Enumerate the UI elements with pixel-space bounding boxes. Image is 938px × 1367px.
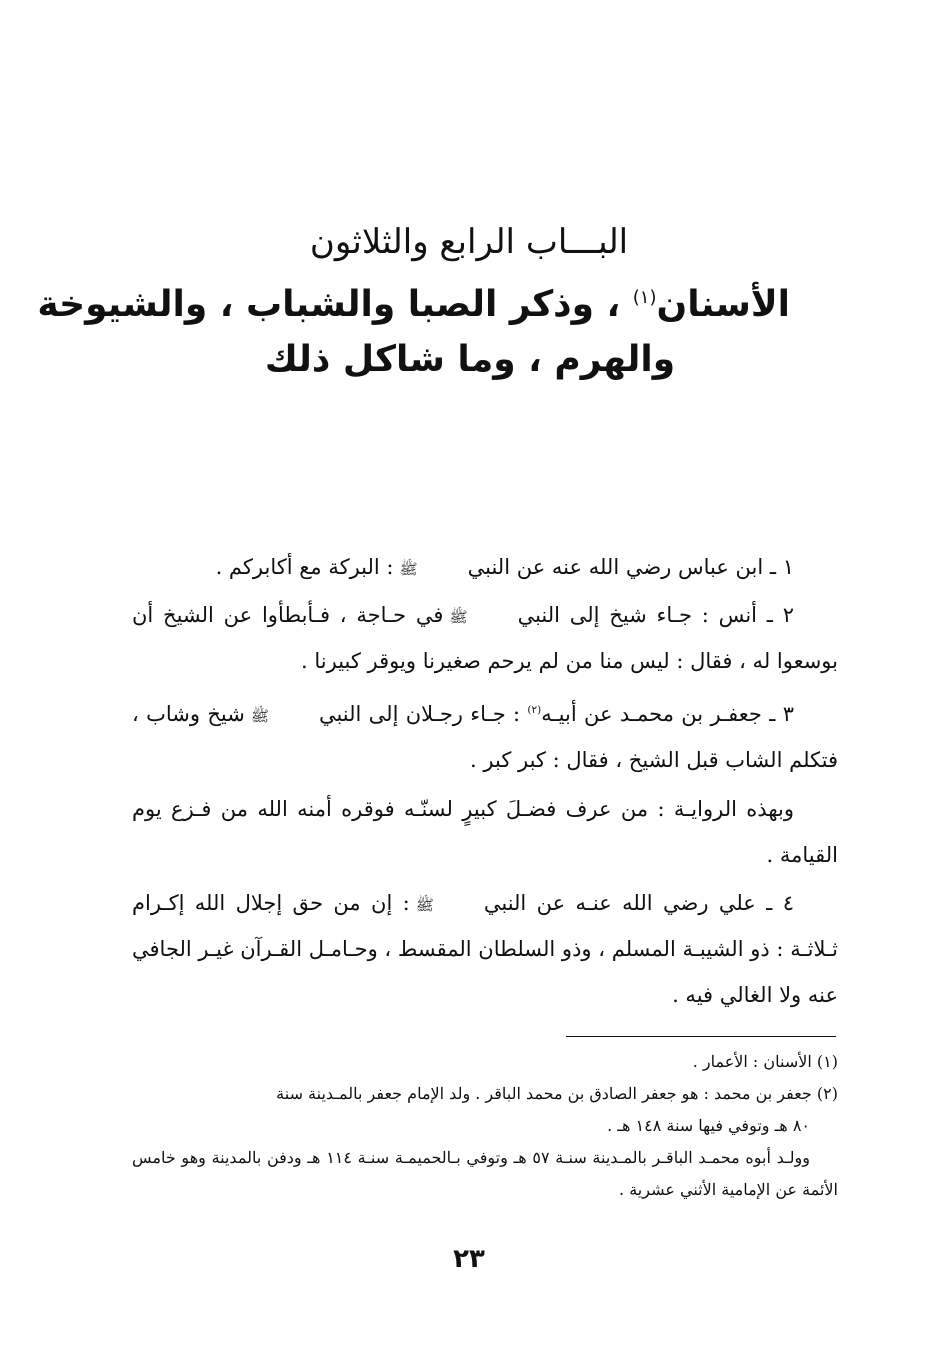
chapter-title: البـــاب الرابع والثلاثون [309, 222, 629, 262]
footnote-1: (١) الأسنان : الأعمار . [692, 1052, 838, 1071]
chapter-heading-line-2: والهرم ، وما شاكل ذلك [264, 339, 676, 380]
page-number: ٢٣ [453, 1244, 485, 1274]
hadith-1 [132, 544, 838, 590]
chapter-heading-line-1 [37, 284, 790, 325]
salawat-glyph-icon: ﷺ [449, 608, 468, 626]
hadith-3 [132, 687, 838, 783]
heading-word: الأسنان [656, 284, 790, 325]
salawat-glyph-icon: ﷺ [415, 896, 434, 914]
footnotes [132, 1046, 838, 1206]
footnote-2: (٢) جعفر بن محمد : هو جعفر الصادق بن محمد الباقر . ولد الإمام جعفر بالمـدينة سنة [276, 1084, 838, 1103]
salawat-glyph-icon: ﷺ [250, 707, 269, 725]
hadith-1-text: : البركة مع أكابركم . [215, 555, 394, 579]
heading-rest: ، وذكر الصبا والشباب ، والشيوخة [37, 284, 633, 325]
hadith-4-text: : إن من حق إجلال الله إكـرام ثـلاثـة : ذو الشيبـة المسلم ، وذو السلطان المقسط ، وحـامـل القـرآن غيـر الجافي عنه ولا الغالي فيه . [132, 891, 838, 1007]
hadith-3-narrator: ٣ ـ جعفـر بن محمـد عن أبيـه [541, 702, 794, 726]
hadith-2 [132, 592, 838, 684]
hadith-4 [132, 880, 838, 1018]
hadith-3-variant: وبهذه الروايـة : من عرف فضـلَ كبيرٍ لسنّـه فوقره أمنه الله من فـزع يوم القيامة . [132, 797, 838, 867]
footnote-ref-1: (١) [632, 287, 657, 308]
footnote-2-paragraph: وولـد أبوه محمـد الباقـر بالمـدينة سنـة ٥٧ هـ وتوفي بـالحميمـة سنـة ١١٤ هـ ودفن بالمدينة وهو خامس الأئمة عن الإمامية الأثني عشرية . [132, 1148, 838, 1199]
hadith-4-narrator: ٤ ـ علي رضي الله عنـه عن النبي [483, 891, 794, 915]
hadith-3-text-b: شيخ وشاب ، فتكلم الشاب قبل الشيخ ، فقال : كبر كبر . [132, 702, 838, 772]
hadith-2-narrator: ٢ ـ أنس : جـاء شيخ إلى النبي [517, 603, 795, 627]
footnote-ref-2: (٢) [527, 704, 542, 716]
footnote-divider [566, 1036, 836, 1037]
hadith-1-narrator: ١ ـ ابن عباس رضي الله عنه عن النبي [467, 555, 794, 579]
salawat-glyph-icon: ﷺ [399, 560, 418, 578]
hadith-3-text-a: : جـاء رجـلان إلى النبي [318, 702, 528, 726]
hadith-2-text: في حـاجة ، فـأبطأوا عن الشيخ أن بوسعوا له ، فقال : ليس منا من لم يرحم صغيرنا ويوقر كبيرنا . [132, 603, 838, 673]
footnote-2-continued: ٨٠ هـ وتوفي فيها سنة ١٤٨ هـ . [607, 1116, 810, 1135]
